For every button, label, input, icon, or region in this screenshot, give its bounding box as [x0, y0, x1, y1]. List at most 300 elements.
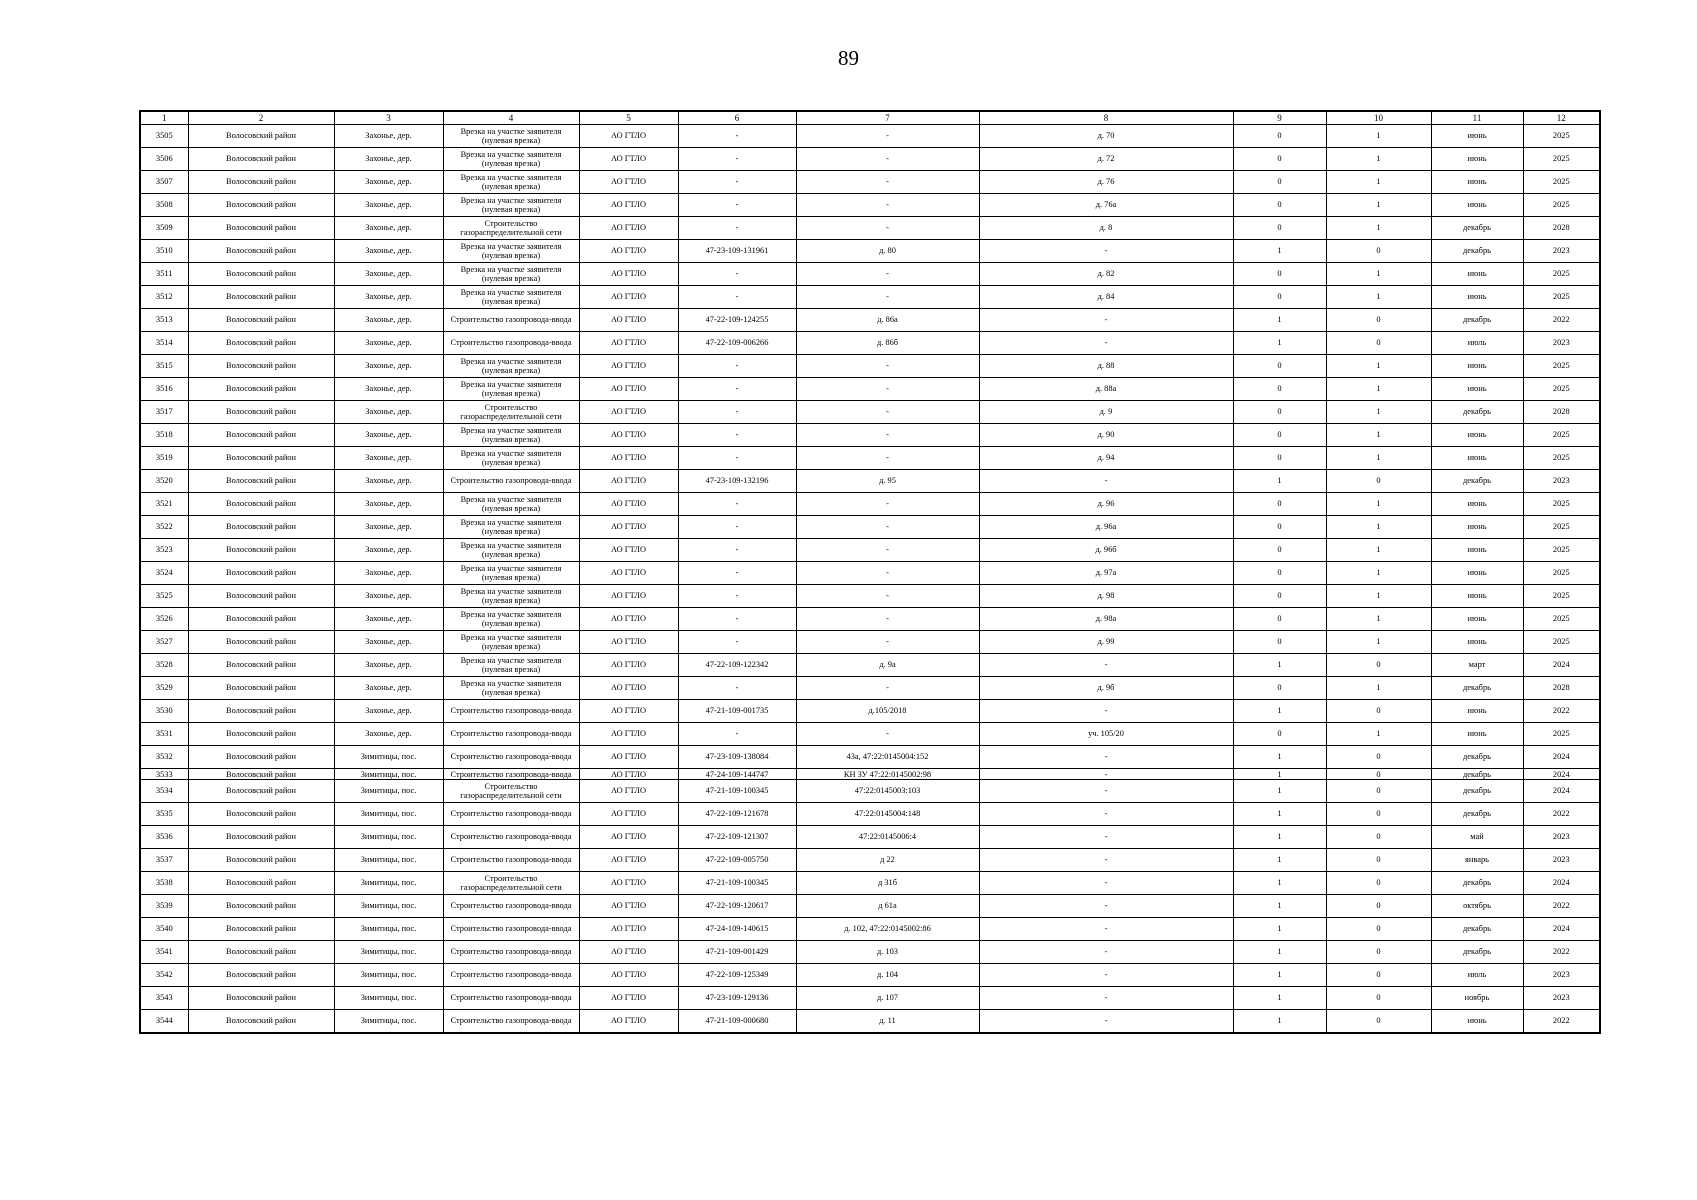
address-cell-alt: - — [979, 803, 1233, 826]
district-cell: Волосовский район — [188, 654, 334, 677]
application-number-cell: - — [678, 355, 796, 378]
address-cell-alt: д. 82 — [979, 263, 1233, 286]
application-number-cell: - — [678, 286, 796, 309]
month-cell: июнь — [1431, 1010, 1523, 1034]
address-cell-alt: - — [979, 964, 1233, 987]
address-cell-alt: д. 76 — [979, 171, 1233, 194]
organization-cell: АО ГТЛО — [579, 424, 678, 447]
month-cell: октябрь — [1431, 895, 1523, 918]
table-row — [140, 378, 1600, 401]
address-cell: д. 86б — [796, 332, 979, 355]
organization-cell: АО ГТЛО — [579, 803, 678, 826]
month-cell: июнь — [1431, 562, 1523, 585]
row-number: 3541 — [140, 941, 188, 964]
settlement-cell: Захонье, дер. — [334, 217, 443, 240]
year-cell: 2023 — [1523, 849, 1600, 872]
application-number-cell: - — [678, 378, 796, 401]
work-type-cell: Врезка на участке заявителя (нулевая врезка) — [443, 539, 579, 562]
month-cell: декабрь — [1431, 918, 1523, 941]
count-cell-b: 1 — [1326, 585, 1431, 608]
district-cell: Волосовский район — [188, 780, 334, 803]
address-cell-alt: - — [979, 309, 1233, 332]
address-cell-alt: - — [979, 746, 1233, 769]
address-cell: - — [796, 125, 979, 148]
organization-cell: АО ГТЛО — [579, 654, 678, 677]
table-row — [140, 447, 1600, 470]
count-cell-a: 0 — [1233, 355, 1326, 378]
count-cell-b: 0 — [1326, 803, 1431, 826]
row-number: 3542 — [140, 964, 188, 987]
application-number-cell: - — [678, 194, 796, 217]
year-cell: 2024 — [1523, 780, 1600, 803]
row-number: 3517 — [140, 401, 188, 424]
work-type-cell: Строительство газопровода-ввода — [443, 895, 579, 918]
table-row — [140, 677, 1600, 700]
address-cell: - — [796, 194, 979, 217]
month-cell: март — [1431, 654, 1523, 677]
count-cell-a: 1 — [1233, 780, 1326, 803]
work-type-cell: Строительство газораспределительной сети — [443, 780, 579, 803]
count-cell-a: 0 — [1233, 631, 1326, 654]
organization-cell: АО ГТЛО — [579, 608, 678, 631]
count-cell-a: 1 — [1233, 987, 1326, 1010]
row-number: 3512 — [140, 286, 188, 309]
table-row — [140, 826, 1600, 849]
settlement-cell: Зимитицы, пос. — [334, 803, 443, 826]
organization-cell: АО ГТЛО — [579, 849, 678, 872]
address-cell-alt: уч. 105/20 — [979, 723, 1233, 746]
district-cell: Волосовский район — [188, 194, 334, 217]
table-row — [140, 194, 1600, 217]
application-number-cell: 47-22-109-006266 — [678, 332, 796, 355]
organization-cell: АО ГТЛО — [579, 447, 678, 470]
settlement-cell: Захонье, дер. — [334, 401, 443, 424]
year-cell: 2025 — [1523, 585, 1600, 608]
row-number: 3507 — [140, 171, 188, 194]
count-cell-b: 0 — [1326, 470, 1431, 493]
count-cell-b: 0 — [1326, 895, 1431, 918]
address-cell-alt: д. 98а — [979, 608, 1233, 631]
column-header: 11 — [1431, 111, 1523, 125]
year-cell: 2025 — [1523, 378, 1600, 401]
organization-cell: АО ГТЛО — [579, 826, 678, 849]
table-row — [140, 470, 1600, 493]
district-cell: Волосовский район — [188, 918, 334, 941]
address-cell-alt: - — [979, 769, 1233, 780]
organization-cell: АО ГТЛО — [579, 987, 678, 1010]
application-number-cell: - — [678, 723, 796, 746]
settlement-cell: Захонье, дер. — [334, 654, 443, 677]
application-number-cell: 47-24-109-140615 — [678, 918, 796, 941]
year-cell: 2025 — [1523, 286, 1600, 309]
work-type-cell: Врезка на участке заявителя (нулевая врезка) — [443, 355, 579, 378]
table-row — [140, 803, 1600, 826]
settlement-cell: Захонье, дер. — [334, 447, 443, 470]
address-cell-alt: д. 98 — [979, 585, 1233, 608]
work-type-cell: Строительство газораспределительной сети — [443, 401, 579, 424]
work-type-cell: Врезка на участке заявителя (нулевая врезка) — [443, 493, 579, 516]
month-cell: июнь — [1431, 171, 1523, 194]
year-cell: 2024 — [1523, 746, 1600, 769]
register-table-container — [139, 110, 1599, 1034]
row-number: 3510 — [140, 240, 188, 263]
address-cell: - — [796, 263, 979, 286]
page-number: 89 — [838, 46, 859, 70]
count-cell-b: 1 — [1326, 516, 1431, 539]
count-cell-b: 0 — [1326, 941, 1431, 964]
table-row — [140, 286, 1600, 309]
organization-cell: АО ГТЛО — [579, 723, 678, 746]
row-number: 3528 — [140, 654, 188, 677]
row-number: 3525 — [140, 585, 188, 608]
district-cell: Волосовский район — [188, 826, 334, 849]
count-cell-a: 0 — [1233, 378, 1326, 401]
row-number: 3514 — [140, 332, 188, 355]
count-cell-a: 1 — [1233, 309, 1326, 332]
address-cell-alt: - — [979, 826, 1233, 849]
month-cell: июнь — [1431, 148, 1523, 171]
address-cell-alt: - — [979, 941, 1233, 964]
year-cell: 2025 — [1523, 424, 1600, 447]
count-cell-b: 1 — [1326, 608, 1431, 631]
table-row — [140, 516, 1600, 539]
year-cell: 2025 — [1523, 447, 1600, 470]
work-type-cell: Строительство газопровода-ввода — [443, 803, 579, 826]
application-number-cell: - — [678, 401, 796, 424]
district-cell: Волосовский район — [188, 217, 334, 240]
application-number-cell: 47-24-109-144747 — [678, 769, 796, 780]
application-number-cell: 47-22-109-124255 — [678, 309, 796, 332]
month-cell: декабрь — [1431, 677, 1523, 700]
organization-cell: АО ГТЛО — [579, 171, 678, 194]
count-cell-a: 1 — [1233, 1010, 1326, 1034]
table-row — [140, 895, 1600, 918]
register-table — [139, 110, 1601, 1034]
row-number: 3505 — [140, 125, 188, 148]
count-cell-b: 0 — [1326, 309, 1431, 332]
address-cell-alt: д. 8 — [979, 217, 1233, 240]
organization-cell: АО ГТЛО — [579, 470, 678, 493]
count-cell-b: 0 — [1326, 332, 1431, 355]
count-cell-b: 1 — [1326, 677, 1431, 700]
table-row — [140, 309, 1600, 332]
count-cell-b: 0 — [1326, 654, 1431, 677]
district-cell: Волосовский район — [188, 987, 334, 1010]
address-cell: д. 107 — [796, 987, 979, 1010]
settlement-cell: Захонье, дер. — [334, 286, 443, 309]
year-cell: 2024 — [1523, 654, 1600, 677]
count-cell-b: 1 — [1326, 263, 1431, 286]
address-cell-alt: д. 96б — [979, 539, 1233, 562]
count-cell-b: 0 — [1326, 826, 1431, 849]
year-cell: 2025 — [1523, 194, 1600, 217]
count-cell-b: 0 — [1326, 746, 1431, 769]
table-row — [140, 424, 1600, 447]
address-cell: 43а, 47:22:0145004:152 — [796, 746, 979, 769]
address-cell: - — [796, 424, 979, 447]
count-cell-a: 0 — [1233, 516, 1326, 539]
settlement-cell: Захонье, дер. — [334, 677, 443, 700]
month-cell: июнь — [1431, 447, 1523, 470]
address-cell-alt: - — [979, 332, 1233, 355]
address-cell: д. 103 — [796, 941, 979, 964]
year-cell: 2023 — [1523, 987, 1600, 1010]
address-cell-alt: д. 9 — [979, 401, 1233, 424]
address-cell-alt: д. 97а — [979, 562, 1233, 585]
count-cell-b: 0 — [1326, 780, 1431, 803]
year-cell: 2025 — [1523, 608, 1600, 631]
organization-cell: АО ГТЛО — [579, 872, 678, 895]
address-cell-alt: д. 9б — [979, 677, 1233, 700]
table-row — [140, 539, 1600, 562]
month-cell: декабрь — [1431, 470, 1523, 493]
address-cell-alt: - — [979, 987, 1233, 1010]
year-cell: 2024 — [1523, 918, 1600, 941]
settlement-cell: Зимитицы, пос. — [334, 849, 443, 872]
district-cell: Волосовский район — [188, 447, 334, 470]
row-number: 3538 — [140, 872, 188, 895]
count-cell-b: 1 — [1326, 631, 1431, 654]
address-cell: - — [796, 608, 979, 631]
work-type-cell: Врезка на участке заявителя (нулевая врезка) — [443, 608, 579, 631]
row-number: 3509 — [140, 217, 188, 240]
month-cell: июль — [1431, 332, 1523, 355]
district-cell: Волосовский район — [188, 355, 334, 378]
address-cell-alt: - — [979, 654, 1233, 677]
settlement-cell: Захонье, дер. — [334, 470, 443, 493]
count-cell-a: 0 — [1233, 608, 1326, 631]
organization-cell: АО ГТЛО — [579, 401, 678, 424]
year-cell: 2025 — [1523, 631, 1600, 654]
settlement-cell: Захонье, дер. — [334, 125, 443, 148]
organization-cell: АО ГТЛО — [579, 700, 678, 723]
work-type-cell: Строительство газопровода-ввода — [443, 987, 579, 1010]
table-row — [140, 401, 1600, 424]
table-row — [140, 608, 1600, 631]
address-cell: д 31б — [796, 872, 979, 895]
count-cell-b: 1 — [1326, 217, 1431, 240]
month-cell: декабрь — [1431, 941, 1523, 964]
settlement-cell: Захонье, дер. — [334, 355, 443, 378]
work-type-cell: Строительство газопровода-ввода — [443, 918, 579, 941]
address-cell: д. 9а — [796, 654, 979, 677]
count-cell-a: 1 — [1233, 872, 1326, 895]
application-number-cell: 47-22-109-120617 — [678, 895, 796, 918]
work-type-cell: Врезка на участке заявителя (нулевая врезка) — [443, 286, 579, 309]
address-cell: д. 95 — [796, 470, 979, 493]
address-cell: - — [796, 493, 979, 516]
settlement-cell: Зимитицы, пос. — [334, 780, 443, 803]
month-cell: декабрь — [1431, 217, 1523, 240]
count-cell-b: 1 — [1326, 447, 1431, 470]
organization-cell: АО ГТЛО — [579, 125, 678, 148]
row-number: 3531 — [140, 723, 188, 746]
address-cell: - — [796, 677, 979, 700]
work-type-cell: Врезка на участке заявителя (нулевая врезка) — [443, 263, 579, 286]
settlement-cell: Захонье, дер. — [334, 700, 443, 723]
organization-cell: АО ГТЛО — [579, 562, 678, 585]
work-type-cell: Строительство газопровода-ввода — [443, 941, 579, 964]
count-cell-a: 0 — [1233, 286, 1326, 309]
address-cell-alt: д. 90 — [979, 424, 1233, 447]
year-cell: 2022 — [1523, 941, 1600, 964]
year-cell: 2024 — [1523, 769, 1600, 780]
year-cell: 2023 — [1523, 240, 1600, 263]
month-cell: июнь — [1431, 286, 1523, 309]
application-number-cell: 47-21-109-001429 — [678, 941, 796, 964]
month-cell: июнь — [1431, 493, 1523, 516]
organization-cell: АО ГТЛО — [579, 677, 678, 700]
column-header: 7 — [796, 111, 979, 125]
count-cell-a: 1 — [1233, 240, 1326, 263]
address-cell: д 22 — [796, 849, 979, 872]
organization-cell: АО ГТЛО — [579, 286, 678, 309]
district-cell: Волосовский район — [188, 424, 334, 447]
district-cell: Волосовский район — [188, 470, 334, 493]
address-cell: 47:22:0145004:148 — [796, 803, 979, 826]
work-type-cell: Врезка на участке заявителя (нулевая врезка) — [443, 585, 579, 608]
address-cell-alt: - — [979, 872, 1233, 895]
settlement-cell: Захонье, дер. — [334, 194, 443, 217]
work-type-cell: Врезка на участке заявителя (нулевая врезка) — [443, 677, 579, 700]
row-number: 3529 — [140, 677, 188, 700]
address-cell: д. 104 — [796, 964, 979, 987]
count-cell-b: 0 — [1326, 240, 1431, 263]
settlement-cell: Захонье, дер. — [334, 723, 443, 746]
application-number-cell: 47-23-109-132196 — [678, 470, 796, 493]
address-cell-alt: - — [979, 470, 1233, 493]
count-cell-b: 1 — [1326, 355, 1431, 378]
month-cell: июнь — [1431, 194, 1523, 217]
year-cell: 2025 — [1523, 539, 1600, 562]
application-number-cell: 47-23-109-138084 — [678, 746, 796, 769]
year-cell: 2025 — [1523, 562, 1600, 585]
application-number-cell: - — [678, 263, 796, 286]
year-cell: 2025 — [1523, 355, 1600, 378]
settlement-cell: Захонье, дер. — [334, 171, 443, 194]
district-cell: Волосовский район — [188, 803, 334, 826]
table-row — [140, 941, 1600, 964]
application-number-cell: - — [678, 125, 796, 148]
year-cell: 2022 — [1523, 700, 1600, 723]
district-cell: Волосовский район — [188, 240, 334, 263]
organization-cell: АО ГТЛО — [579, 918, 678, 941]
month-cell: июнь — [1431, 608, 1523, 631]
count-cell-b: 0 — [1326, 769, 1431, 780]
row-number: 3544 — [140, 1010, 188, 1034]
district-cell: Волосовский район — [188, 941, 334, 964]
row-number: 3520 — [140, 470, 188, 493]
district-cell: Волосовский район — [188, 332, 334, 355]
row-number: 3527 — [140, 631, 188, 654]
address-cell: 47:22:0145006:4 — [796, 826, 979, 849]
month-cell: декабрь — [1431, 769, 1523, 780]
year-cell: 2028 — [1523, 401, 1600, 424]
count-cell-b: 0 — [1326, 918, 1431, 941]
district-cell: Волосовский район — [188, 608, 334, 631]
work-type-cell: Строительство газопровода-ввода — [443, 700, 579, 723]
organization-cell: АО ГТЛО — [579, 263, 678, 286]
work-type-cell: Врезка на участке заявителя (нулевая врезка) — [443, 631, 579, 654]
organization-cell: АО ГТЛО — [579, 493, 678, 516]
column-header: 3 — [334, 111, 443, 125]
count-cell-a: 1 — [1233, 803, 1326, 826]
organization-cell: АО ГТЛО — [579, 309, 678, 332]
organization-cell: АО ГТЛО — [579, 746, 678, 769]
year-cell: 2023 — [1523, 826, 1600, 849]
row-number: 3521 — [140, 493, 188, 516]
count-cell-a: 0 — [1233, 194, 1326, 217]
application-number-cell: - — [678, 585, 796, 608]
settlement-cell: Зимитицы, пос. — [334, 941, 443, 964]
application-number-cell: 47-23-109-131961 — [678, 240, 796, 263]
district-cell: Волосовский район — [188, 562, 334, 585]
row-number: 3524 — [140, 562, 188, 585]
count-cell-b: 1 — [1326, 171, 1431, 194]
table-row — [140, 700, 1600, 723]
month-cell: июнь — [1431, 585, 1523, 608]
row-number: 3539 — [140, 895, 188, 918]
month-cell: июнь — [1431, 424, 1523, 447]
table-row — [140, 746, 1600, 769]
address-cell: - — [796, 631, 979, 654]
settlement-cell: Зимитицы, пос. — [334, 746, 443, 769]
district-cell: Волосовский район — [188, 849, 334, 872]
address-cell: д. 86а — [796, 309, 979, 332]
address-cell: - — [796, 447, 979, 470]
organization-cell: АО ГТЛО — [579, 895, 678, 918]
table-row — [140, 493, 1600, 516]
settlement-cell: Зимитицы, пос. — [334, 895, 443, 918]
application-number-cell: - — [678, 516, 796, 539]
count-cell-a: 1 — [1233, 964, 1326, 987]
district-cell: Волосовский район — [188, 631, 334, 654]
settlement-cell: Захонье, дер. — [334, 516, 443, 539]
work-type-cell: Строительство газопровода-ввода — [443, 470, 579, 493]
table-row — [140, 332, 1600, 355]
work-type-cell: Врезка на участке заявителя (нулевая врезка) — [443, 654, 579, 677]
work-type-cell: Строительство газопровода-ввода — [443, 769, 579, 780]
organization-cell: АО ГТЛО — [579, 585, 678, 608]
year-cell: 2022 — [1523, 309, 1600, 332]
address-cell-alt: д. 99 — [979, 631, 1233, 654]
row-number: 3516 — [140, 378, 188, 401]
address-cell: 47:22:0145003:103 — [796, 780, 979, 803]
application-number-cell: - — [678, 148, 796, 171]
district-cell: Волосовский район — [188, 769, 334, 780]
column-header: 4 — [443, 111, 579, 125]
count-cell-b: 1 — [1326, 286, 1431, 309]
row-number: 3508 — [140, 194, 188, 217]
application-number-cell: - — [678, 424, 796, 447]
address-cell: д 61а — [796, 895, 979, 918]
organization-cell: АО ГТЛО — [579, 332, 678, 355]
row-number: 3535 — [140, 803, 188, 826]
count-cell-a: 1 — [1233, 470, 1326, 493]
organization-cell: АО ГТЛО — [579, 1010, 678, 1034]
count-cell-b: 1 — [1326, 401, 1431, 424]
address-cell: д.105/2018 — [796, 700, 979, 723]
work-type-cell: Строительство газопровода-ввода — [443, 309, 579, 332]
month-cell: декабрь — [1431, 803, 1523, 826]
work-type-cell: Врезка на участке заявителя (нулевая врезка) — [443, 516, 579, 539]
month-cell: июнь — [1431, 263, 1523, 286]
table-row — [140, 125, 1600, 148]
count-cell-b: 0 — [1326, 987, 1431, 1010]
work-type-cell: Строительство газопровода-ввода — [443, 964, 579, 987]
month-cell: декабрь — [1431, 240, 1523, 263]
count-cell-a: 1 — [1233, 826, 1326, 849]
